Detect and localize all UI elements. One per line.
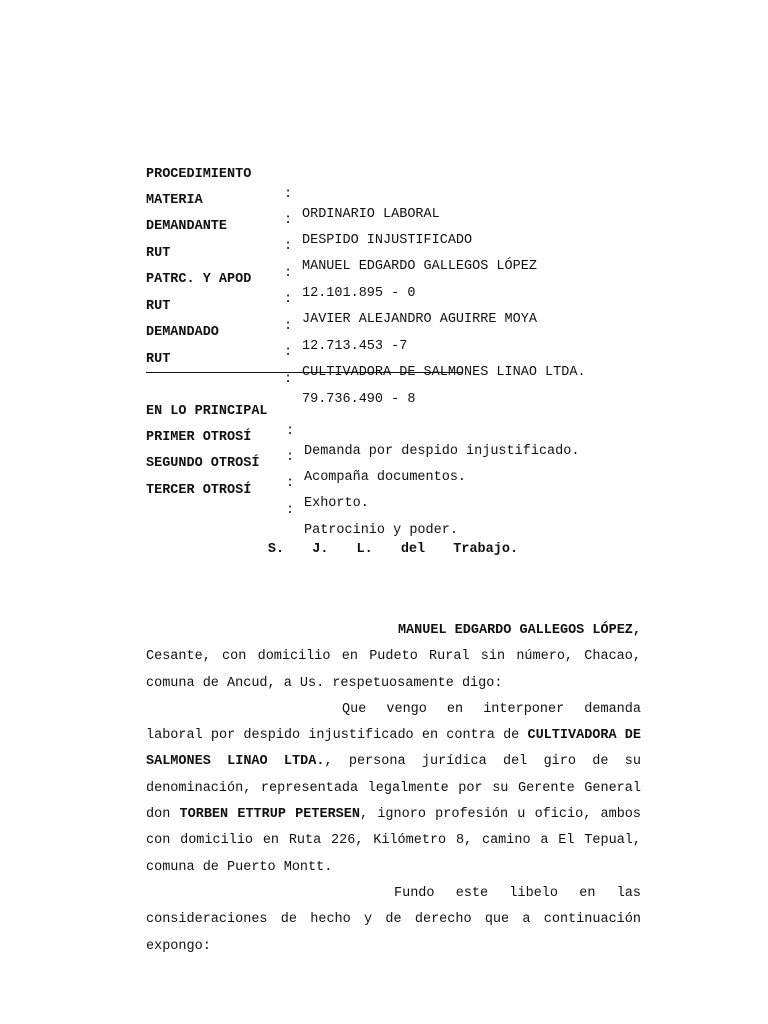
petition-value: Demanda por despido injustificado. xyxy=(304,444,580,459)
court-salutation: S. J. L. del Trabajo. xyxy=(267,542,519,557)
plaintiff-name: MANUEL EDGARDO GALLEGOS LÓPEZ, xyxy=(397,623,641,638)
petition-row-tercer-otrosi: TERCER OTROSÍ : Patrocinio y poder. xyxy=(146,461,178,481)
header-value: JAVIER ALEJANDRO AGUIRRE MOYA xyxy=(302,312,537,327)
petition-row-primer-otrosi: PRIMER OTROSÍ : Acompaña documentos. xyxy=(146,408,178,428)
header-row-procedimiento: PROCEDIMIENTO : ORDINARIO LABORAL xyxy=(146,145,178,165)
header-value: 79.736.490 - 8 xyxy=(302,392,416,407)
header-row-rut-demandado: RUT : 79.736.490 - 8 xyxy=(146,330,178,350)
petition-row-segundo-otrosi: SEGUNDO OTROSÍ : Exhorto. xyxy=(146,434,178,454)
document-body xyxy=(146,618,641,960)
header-row-patrocinante: PATRC. Y APOD : JAVIER ALEJANDRO AGUIRRE MOYA xyxy=(146,250,178,270)
paragraph-grounds: Fundo este libelo en las consideraciones de hecho y de derecho que a continuación expongo: xyxy=(146,885,641,954)
header-row-rut-apoderado: RUT : 12.713.453 -7 xyxy=(146,277,178,297)
header-value: 12.713.453 -7 xyxy=(302,339,408,354)
paragraph-intro: Cesante, con domicilio en Pudeto Rural sin número, Chacao, comuna de Ancud, a Us. respetuosamente digo: xyxy=(146,649,641,691)
header-value: 12.101.895 - 0 xyxy=(302,286,416,301)
header-key: DEMANDADO xyxy=(146,325,219,340)
petition-key: PRIMER OTROSÍ xyxy=(146,430,252,445)
petition-key: TERCER OTROSÍ xyxy=(146,483,252,498)
header-row-materia: MATERIA : DESPIDO INJUSTIFICADO xyxy=(146,171,178,191)
header-row-rut-demandante: RUT : 12.101.895 - 0 xyxy=(146,224,178,244)
petition-key: EN LO PRINCIPAL xyxy=(146,404,268,419)
petition-key: SEGUNDO OTROSÍ xyxy=(146,456,260,471)
separator-line xyxy=(146,372,463,373)
header-row-demandado: DEMANDADO : CULTIVADORA DE SALMONES LINAO LTDA. xyxy=(146,303,178,323)
header-key: RUT xyxy=(146,299,171,314)
header-value: ORDINARIO LABORAL xyxy=(302,207,440,222)
header-key: DEMANDANTE xyxy=(146,219,228,234)
header-key: RUT xyxy=(146,246,171,261)
header-value: DESPIDO INJUSTIFICADO xyxy=(302,233,473,248)
defendant-company: CULTIVADORA DE SALMONES LINAO LTDA. xyxy=(146,728,642,770)
header-key: PROCEDIMIENTO xyxy=(146,167,252,182)
paragraph-claim: Que vengo en interponer demanda laboral por despido injustificado en contra de CULTIVADORA DE SALMONES LINAO LTDA., persona jurídica del giro de su denominación, representada legalmente por su Gerente General don TORBEN ETTRUP PETERSEN, ignoro profesión u oficio, ambos con domicilio en Ruta 226, Kilómetro 8, camino a El Tepual, comuna de Puerto Montt. xyxy=(146,701,642,875)
petition-row-principal: EN LO PRINCIPAL : Demanda por despido injustificado. xyxy=(146,382,178,402)
petition-value: Patrocinio y poder. xyxy=(304,523,458,538)
header-key: RUT xyxy=(146,352,171,367)
header-key: PATRC. Y APOD xyxy=(146,272,252,287)
header-row-demandante: DEMANDANTE : MANUEL EDGARDO GALLEGOS LÓPEZ xyxy=(146,197,178,217)
defendant-manager: TORBEN ETTRUP PETERSEN xyxy=(179,807,360,823)
header-key: MATERIA xyxy=(146,193,203,208)
header-value: CULTIVADORA DE SALMONES LINAO LTDA. xyxy=(302,365,586,380)
petition-value: Acompaña documentos. xyxy=(304,470,467,485)
petition-value: Exhorto. xyxy=(304,496,369,511)
header-value: MANUEL EDGARDO GALLEGOS LÓPEZ xyxy=(302,259,537,274)
